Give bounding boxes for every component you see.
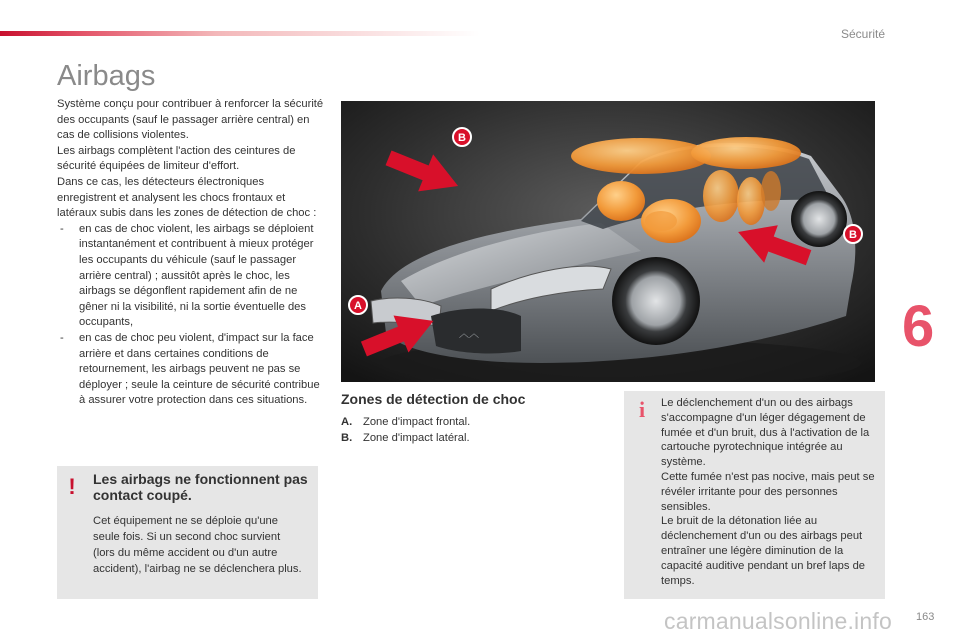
page-number: 163 xyxy=(916,611,935,623)
warning-title: Les airbags ne fonctionnent pas contact coupé. xyxy=(93,471,308,503)
intro-bullets xyxy=(57,222,325,409)
label-b-top xyxy=(453,128,471,146)
airbag-driver xyxy=(597,181,645,221)
airbag-curtain-rear xyxy=(691,137,801,169)
seat-rear-right xyxy=(761,171,781,211)
car-logo: ︿︿ xyxy=(459,329,479,340)
svg-text:B: B xyxy=(458,132,466,144)
zone-text: Zone d'impact frontal. xyxy=(363,416,471,428)
zone-item-b xyxy=(341,430,470,446)
info-paragraph: Le déclenchement d'un ou des airbags s'accompagne d'un léger dégagement de fumée et d'un bruit, dus à l'activation de la cartouche pyrotechnique intégrée au système. xyxy=(661,397,870,469)
rear-wheel xyxy=(791,191,847,247)
info-text xyxy=(661,396,882,588)
front-wheel xyxy=(612,257,700,345)
section-header: Sécurité xyxy=(840,27,885,41)
zone-letter: A. xyxy=(341,416,353,428)
label-b-right xyxy=(844,225,862,243)
zones-list xyxy=(341,414,470,446)
intro-bullet: - en cas de choc peu violent, d'impact sur la face arrière et dans certaines conditions de retournement, les airbags peuvent ne pas se déployer ; seule la ceinture de sécurité contribue à assurer votre protection dans ces situations. xyxy=(57,331,325,409)
airbag-curtain-front xyxy=(571,138,711,174)
zone-text: Zone d'impact latéral. xyxy=(363,432,470,444)
intro-paragraph: Système conçu pour contribuer à renforcer la sécurité des occupants (sauf le passager arrière central) en cas de collisions violentes. xyxy=(57,98,324,142)
airbag-side-front xyxy=(703,170,739,222)
airbag-side-rear xyxy=(737,177,765,225)
warning-icon: ! xyxy=(68,474,76,499)
car-illustration-svg xyxy=(341,101,875,382)
warning-box xyxy=(57,466,318,599)
watermark: carmanualsonline.info xyxy=(664,608,892,634)
info-box xyxy=(624,391,885,599)
chapter-number: 6 xyxy=(902,294,935,359)
intro-text xyxy=(57,97,325,409)
info-paragraph: Cette fumée n'est pas nocive, mais peut se révéler irritante pour des personnes sensibles. xyxy=(661,470,875,513)
header-stripe xyxy=(0,31,480,36)
page-title: Airbags xyxy=(57,60,156,92)
warning-text: Cet équipement ne se déploie qu'une seule fois. Si un second choc survient (lors du même accident ou d'un autre accident), l'airbag ne se déclenchera plus. xyxy=(93,515,302,575)
zone-letter: B. xyxy=(341,432,353,444)
svg-text:B: B xyxy=(849,229,857,241)
label-a xyxy=(349,296,367,314)
zones-title: Zones de détection de choc xyxy=(341,391,526,407)
airbag-knee xyxy=(645,211,677,231)
zone-item-a xyxy=(341,414,470,430)
info-icon: i xyxy=(638,397,646,422)
info-paragraph: Le bruit de la détonation liée au déclenchement d'un ou des airbags peut entraîner une légère diminution de la capacité auditive pendant un bref laps de temps. xyxy=(661,515,866,587)
airbag-car-illustration xyxy=(341,101,875,382)
intro-bullet: - en cas de choc violent, les airbags se déploient instantanément et contribuent à mieux protéger les occupants du véhicule (sauf le passager arrière central) ; aussitôt après le choc, les airbags se dégonflent rapidement afin de ne gêner ni la visibilité, ni la sortie éventuelle des occupants, xyxy=(57,222,325,331)
intro-paragraph: Les airbags complètent l'action des ceintures de sécurité équipées de limiteur d'effort. xyxy=(57,144,296,173)
intro-paragraph: Dans ce cas, les détecteurs électroniques enregistrent et analysent les chocs frontaux et latéraux subis dans les zones de détection de choc : xyxy=(57,175,317,220)
svg-text:A: A xyxy=(354,300,362,312)
